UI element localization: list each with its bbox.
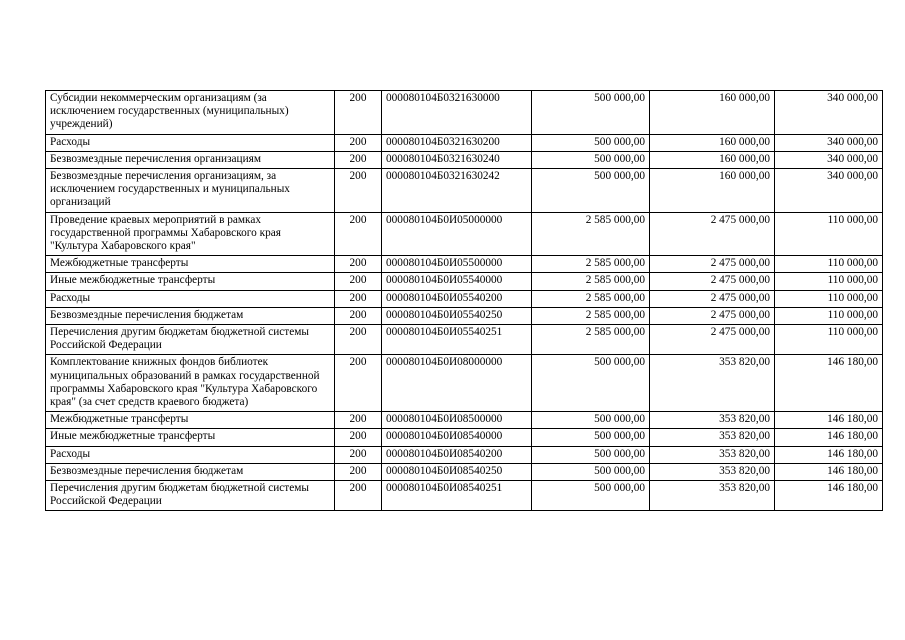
table-row xyxy=(46,446,883,463)
row-line-code: 200 xyxy=(335,134,382,151)
row-approved-amount: 500 000,00 xyxy=(532,355,650,412)
table-row xyxy=(46,355,883,412)
table-row xyxy=(46,463,883,480)
row-approved-amount: 500 000,00 xyxy=(532,91,650,135)
row-name: Перечисления другим бюджетам бюджетной системы Российской Федерации xyxy=(46,325,335,355)
row-approved-amount: 2 585 000,00 xyxy=(532,307,650,324)
row-unexecuted-amount: 110 000,00 xyxy=(775,290,883,307)
row-name: Расходы xyxy=(46,290,335,307)
row-name: Субсидии некоммерческим организациям (за исключением государственных (муниципальных) учреждений) xyxy=(46,91,335,135)
row-line-code: 200 xyxy=(335,325,382,355)
row-approved-amount: 500 000,00 xyxy=(532,169,650,213)
row-approved-amount: 500 000,00 xyxy=(532,481,650,511)
row-executed-amount: 2 475 000,00 xyxy=(650,256,775,273)
row-budget-code: 000080104Б0И08540251 xyxy=(382,481,532,511)
row-name: Перечисления другим бюджетам бюджетной системы Российской Федерации xyxy=(46,481,335,511)
table-row xyxy=(46,290,883,307)
row-executed-amount: 353 820,00 xyxy=(650,412,775,429)
table-row xyxy=(46,307,883,324)
row-executed-amount: 353 820,00 xyxy=(650,429,775,446)
row-executed-amount: 353 820,00 xyxy=(650,463,775,480)
row-unexecuted-amount: 110 000,00 xyxy=(775,325,883,355)
budget-execution-table xyxy=(45,90,883,511)
row-line-code: 200 xyxy=(335,169,382,213)
row-executed-amount: 2 475 000,00 xyxy=(650,290,775,307)
row-unexecuted-amount: 146 180,00 xyxy=(775,446,883,463)
row-name: Межбюджетные трансферты xyxy=(46,412,335,429)
row-unexecuted-amount: 146 180,00 xyxy=(775,463,883,480)
row-unexecuted-amount: 110 000,00 xyxy=(775,256,883,273)
table-row xyxy=(46,429,883,446)
row-unexecuted-amount: 146 180,00 xyxy=(775,412,883,429)
table-row xyxy=(46,256,883,273)
row-name: Безвозмездные перечисления организациям xyxy=(46,151,335,168)
row-approved-amount: 500 000,00 xyxy=(532,134,650,151)
row-budget-code: 000080104Б0И08540000 xyxy=(382,429,532,446)
row-executed-amount: 2 475 000,00 xyxy=(650,325,775,355)
row-executed-amount: 160 000,00 xyxy=(650,91,775,135)
row-budget-code: 000080104Б0321630000 xyxy=(382,91,532,135)
row-line-code: 200 xyxy=(335,446,382,463)
row-unexecuted-amount: 146 180,00 xyxy=(775,355,883,412)
row-line-code: 200 xyxy=(335,412,382,429)
row-budget-code: 000080104Б0И05540000 xyxy=(382,273,532,290)
row-name: Расходы xyxy=(46,134,335,151)
row-line-code: 200 xyxy=(335,429,382,446)
row-executed-amount: 160 000,00 xyxy=(650,151,775,168)
row-approved-amount: 2 585 000,00 xyxy=(532,212,650,256)
row-name: Комплектование книжных фондов библиотек муниципальных образований в рамках государственной программы Хабаровского края "Культура Хабаровского края" (за счет средств краевого бюджета) xyxy=(46,355,335,412)
row-line-code: 200 xyxy=(335,481,382,511)
table-row xyxy=(46,325,883,355)
row-name: Проведение краевых мероприятий в рамках государственной программы Хабаровского края "Культура Хабаровского края" xyxy=(46,212,335,256)
row-line-code: 200 xyxy=(335,307,382,324)
row-budget-code: 000080104Б0И05540200 xyxy=(382,290,532,307)
row-line-code: 200 xyxy=(335,212,382,256)
row-line-code: 200 xyxy=(335,273,382,290)
row-unexecuted-amount: 146 180,00 xyxy=(775,481,883,511)
row-approved-amount: 2 585 000,00 xyxy=(532,325,650,355)
table-row xyxy=(46,481,883,511)
row-unexecuted-amount: 110 000,00 xyxy=(775,212,883,256)
row-unexecuted-amount: 340 000,00 xyxy=(775,151,883,168)
row-executed-amount: 353 820,00 xyxy=(650,446,775,463)
row-executed-amount: 2 475 000,00 xyxy=(650,212,775,256)
table-row xyxy=(46,169,883,213)
table-row xyxy=(46,151,883,168)
row-budget-code: 000080104Б0321630242 xyxy=(382,169,532,213)
row-budget-code: 000080104Б0И08540250 xyxy=(382,463,532,480)
table-row xyxy=(46,91,883,135)
row-executed-amount: 2 475 000,00 xyxy=(650,307,775,324)
row-name: Расходы xyxy=(46,446,335,463)
row-executed-amount: 160 000,00 xyxy=(650,134,775,151)
row-unexecuted-amount: 146 180,00 xyxy=(775,429,883,446)
row-budget-code: 000080104Б0И05000000 xyxy=(382,212,532,256)
row-name: Межбюджетные трансферты xyxy=(46,256,335,273)
row-approved-amount: 2 585 000,00 xyxy=(532,290,650,307)
row-budget-code: 000080104Б0И05540251 xyxy=(382,325,532,355)
row-approved-amount: 500 000,00 xyxy=(532,151,650,168)
row-executed-amount: 353 820,00 xyxy=(650,481,775,511)
row-name: Иные межбюджетные трансферты xyxy=(46,273,335,290)
row-name: Безвозмездные перечисления организациям, за исключением государственных и муниципальных организаций xyxy=(46,169,335,213)
row-unexecuted-amount: 340 000,00 xyxy=(775,169,883,213)
row-line-code: 200 xyxy=(335,256,382,273)
row-budget-code: 000080104Б0И05540250 xyxy=(382,307,532,324)
table-row xyxy=(46,412,883,429)
row-budget-code: 000080104Б0321630240 xyxy=(382,151,532,168)
row-budget-code: 000080104Б0И08000000 xyxy=(382,355,532,412)
row-name: Безвозмездные перечисления бюджетам xyxy=(46,463,335,480)
table-row xyxy=(46,212,883,256)
row-name: Иные межбюджетные трансферты xyxy=(46,429,335,446)
row-budget-code: 000080104Б0И08500000 xyxy=(382,412,532,429)
row-executed-amount: 353 820,00 xyxy=(650,355,775,412)
row-approved-amount: 2 585 000,00 xyxy=(532,256,650,273)
row-unexecuted-amount: 340 000,00 xyxy=(775,134,883,151)
row-approved-amount: 500 000,00 xyxy=(532,446,650,463)
row-approved-amount: 500 000,00 xyxy=(532,463,650,480)
row-executed-amount: 160 000,00 xyxy=(650,169,775,213)
row-approved-amount: 500 000,00 xyxy=(532,412,650,429)
row-approved-amount: 2 585 000,00 xyxy=(532,273,650,290)
row-line-code: 200 xyxy=(335,463,382,480)
row-unexecuted-amount: 110 000,00 xyxy=(775,273,883,290)
row-budget-code: 000080104Б0321630200 xyxy=(382,134,532,151)
row-line-code: 200 xyxy=(335,290,382,307)
table-row xyxy=(46,134,883,151)
row-approved-amount: 500 000,00 xyxy=(532,429,650,446)
row-unexecuted-amount: 110 000,00 xyxy=(775,307,883,324)
row-budget-code: 000080104Б0И05500000 xyxy=(382,256,532,273)
row-line-code: 200 xyxy=(335,151,382,168)
table-row xyxy=(46,273,883,290)
row-unexecuted-amount: 340 000,00 xyxy=(775,91,883,135)
row-executed-amount: 2 475 000,00 xyxy=(650,273,775,290)
row-name: Безвозмездные перечисления бюджетам xyxy=(46,307,335,324)
row-line-code: 200 xyxy=(335,91,382,135)
row-line-code: 200 xyxy=(335,355,382,412)
row-budget-code: 000080104Б0И08540200 xyxy=(382,446,532,463)
